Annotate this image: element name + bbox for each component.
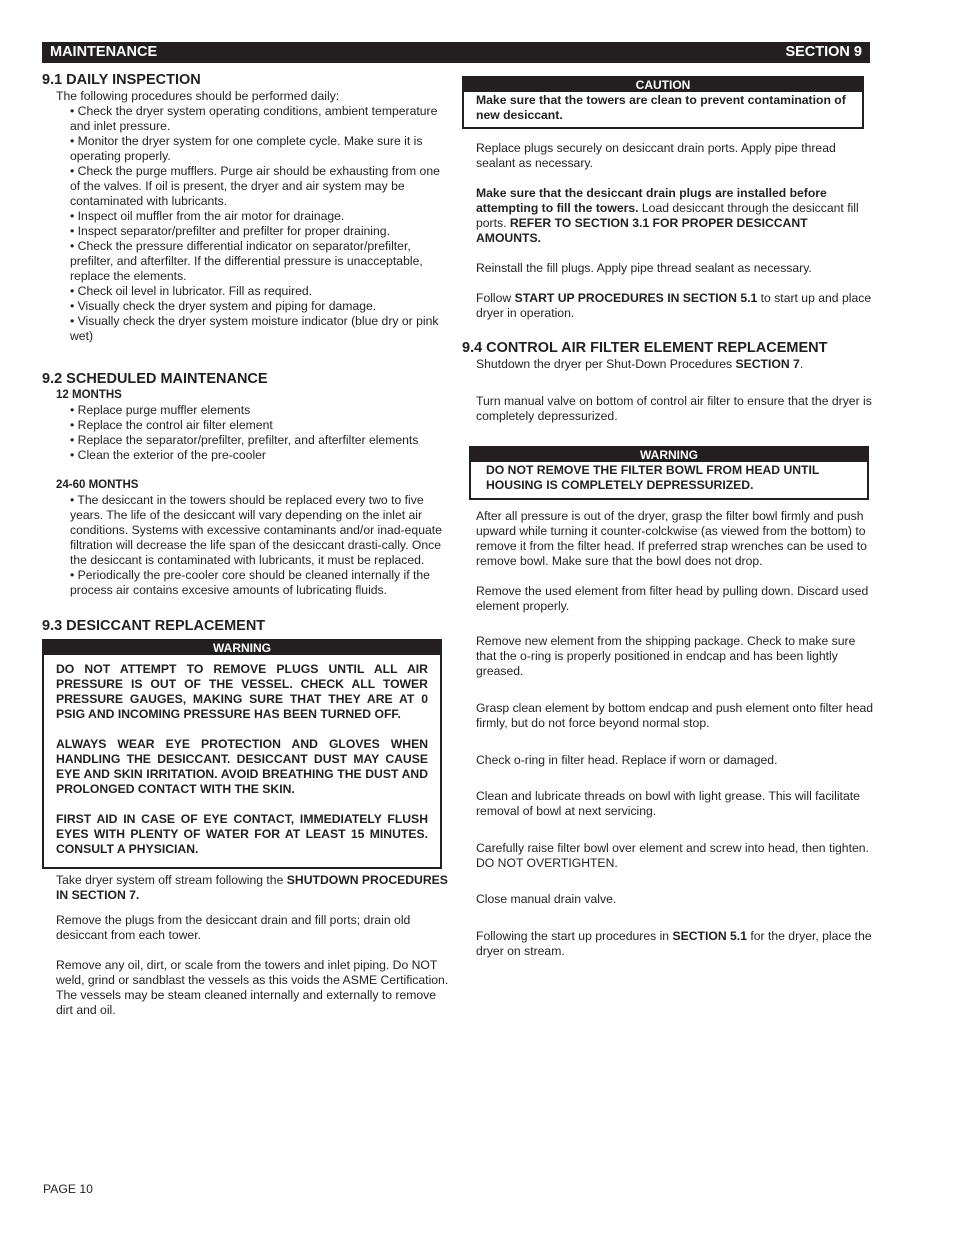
caution-title: CAUTION (464, 78, 862, 92)
page-number: PAGE 10 (43, 1182, 93, 1196)
final-startup-paragraph: Following the start up procedures in SECTION 5.1 for the dryer, place the dryer on stream. (476, 929, 872, 958)
reinstall-plugs-paragraph: Reinstall the fill plugs. Apply pipe thread sealant as necessary. (476, 261, 812, 275)
depressurize-paragraph: Turn manual valve on bottom of control air filter to ensure that the dryer is completely depressurized. (476, 394, 872, 423)
header-section-number: SECTION 9 (785, 44, 862, 60)
header-title: MAINTENANCE (50, 44, 158, 60)
clean-towers-paragraph: Remove any oil, dirt, or scale from the towers and inlet piping. Do NOT weld, grind or sandblast the vessels as this voids the ASME Certification. The vessels may be steam cleaned internally and externally to remove dirt and oil. (56, 958, 449, 1017)
interval-24-60-months: 24-60 MONTHS (56, 479, 139, 491)
warning-paragraph: DO NOT ATTEMPT TO REMOVE PLUGS UNTIL ALL AIR PRESSURE IS OUT OF THE VESSEL. CHECK ALL TOWER PRESSURE GAUGES, MAKING SURE THAT THEY ARE AT 0 PSIG AND INCOMING PRESSURE HAS BEEN TURNED OFF. (56, 662, 428, 721)
section-header-bar (42, 42, 870, 63)
left-column (42, 71, 450, 1018)
daily-inspection-intro: The following procedures should be performed daily: (56, 89, 340, 103)
check-oring-paragraph: Check o-ring in filter head. Replace if worn or damaged. (476, 753, 778, 767)
warning-body: DO NOT REMOVE THE FILTER BOWL FROM HEAD UNTIL HOUSING IS COMPLETELY DEPRESSURIZED. (486, 463, 820, 492)
section-9-1-title: 9.1 DAILY INSPECTION (42, 72, 201, 88)
warning-title: WARNING (471, 448, 867, 462)
right-column (462, 76, 874, 959)
list-item: • Monitor the dryer system for one complete cycle. Make sure it is operating properly. (70, 134, 423, 163)
caution-body: Make sure that the towers are clean to prevent contamination of new desiccant. (476, 93, 846, 122)
long-term-list (42, 493, 450, 598)
warning-paragraph: FIRST AID IN CASE OF EYE CONTACT, IMMEDIATELY FLUSH EYES WITH PLENTY OF WATER FOR AT LEAST 15 MINUTES. CONSULT A PHYSICIAN. (56, 812, 428, 856)
warning-paragraph: ALWAYS WEAR EYE PROTECTION AND GLOVES WHEN HANDLING THE DESICCANT. DESICCANT DUST MAY CAUSE EYE AND SKIN IRRITATION. AVOID BREATHING THE DUST AND PROLONGED CONTACT WITH THE SKIN. (56, 737, 428, 796)
remove-element-paragraph: Remove the used element from filter head by pulling down. Discard used element properly. (476, 584, 869, 613)
install-element-paragraph: Grasp clean element by bottom endcap and push element onto filter head firmly, but do not force beyond normal stop. (476, 701, 874, 730)
list-item: • Replace the control air filter element (70, 418, 273, 432)
shutdown-dryer-paragraph: Shutdown the dryer per Shut-Down Procedures SECTION 7. (476, 357, 804, 371)
lubricate-paragraph: Clean and lubricate threads on bowl with light grease. This will facilitate removal of bowl at next servicing. (476, 789, 860, 818)
new-element-paragraph: Remove new element from the shipping package. Check to make sure that the o-ring is properly positioned in endcap and has been lightly greased. (476, 634, 856, 678)
list-item: • Check the pressure differential indicator on separator/prefilter, prefilter, and afterfilter. If the differential pressure is unacceptable, replace the elements. (70, 239, 423, 283)
list-item: • Check the dryer system operating conditions, ambient temperature and inlet pressure. (70, 104, 438, 133)
list-item: • Replace purge muffler elements (70, 403, 251, 417)
list-item: • Visually check the dryer system moisture indicator (blue dry or pink wet) (70, 314, 439, 343)
twelve-month-list (42, 403, 450, 463)
list-item: • Replace the separator/prefilter, prefilter, and afterfilter elements (70, 433, 419, 447)
section-9-3-title: 9.3 DESICCANT REPLACEMENT (42, 618, 266, 634)
remove-bowl-paragraph: After all pressure is out of the dryer, grasp the filter bowl firmly and push upward while turning it counter-colckwise (as viewed from the bottom) to remove it from the filter head. If preferred strap wrenches can be used to remove bowl. Make sure that the bowl does not drop. (476, 509, 867, 568)
startup-paragraph: Follow START UP PROCEDURES IN SECTION 5.1 to start up and place dryer in operation. (476, 291, 872, 320)
list-item: • Inspect separator/prefilter and prefilter for proper draining. (70, 224, 390, 238)
list-item: • Inspect oil muffler from the air motor for drainage. (70, 209, 345, 223)
load-desiccant-paragraph: Make sure that the desiccant drain plugs are installed before attempting to fill the towers. Load desiccant through the desiccant fill ports. REFER TO SECTION 3.1 FOR PROPER DESICCANT AMOUNTS. (476, 186, 859, 245)
close-valve-paragraph: Close manual drain valve. (476, 892, 617, 906)
list-item: • The desiccant in the towers should be replaced every two to five years. The life of the desiccant will vary depending on the inlet air conditions. Systems with excessive contaminants and/or inad-equate filtration will decrease the life span of the desiccant drasti-cally. Once the desiccant is contaminated with lubricants, it must be replaced. (70, 493, 442, 567)
replace-plugs-paragraph: Replace plugs securely on desiccant drain ports. Apply pipe thread sealant as necessary. (476, 141, 836, 170)
remove-plugs-paragraph: Remove the plugs from the desiccant drain and fill ports; drain old desiccant from each tower. (56, 913, 411, 942)
caution-box (462, 76, 864, 129)
desiccant-warning-box (42, 639, 442, 869)
list-item: • Check the purge mufflers. Purge air should be exhausting from one of the valves. If oil is present, the dryer and air system may be contaminated with lubricants. (70, 164, 440, 208)
daily-inspection-list (42, 104, 450, 344)
warning-title: WARNING (44, 641, 440, 655)
section-9-4-title: 9.4 CONTROL AIR FILTER ELEMENT REPLACEMENT (462, 340, 828, 356)
list-item: • Visually check the dryer system and piping for damage. (70, 299, 377, 313)
interval-12-months: 12 MONTHS (56, 389, 122, 401)
warning-body (44, 655, 440, 867)
list-item: • Clean the exterior of the pre-cooler (70, 448, 266, 462)
list-item: • Check oil level in lubricator. Fill as required. (70, 284, 313, 298)
shutdown-paragraph: Take dryer system off stream following the SHUTDOWN PROCEDURES IN SECTION 7. (56, 873, 448, 902)
filter-warning-box (469, 446, 869, 500)
section-9-2-title: 9.2 SCHEDULED MAINTENANCE (42, 371, 268, 387)
raise-bowl-paragraph: Carefully raise filter bowl over element and screw into head, then tighten. DO NOT OVERTIGHTEN. (476, 841, 869, 870)
list-item: • Periodically the pre-cooler core should be cleaned internally if the process air contains excesive amounts of lubricating fluids. (70, 568, 430, 597)
